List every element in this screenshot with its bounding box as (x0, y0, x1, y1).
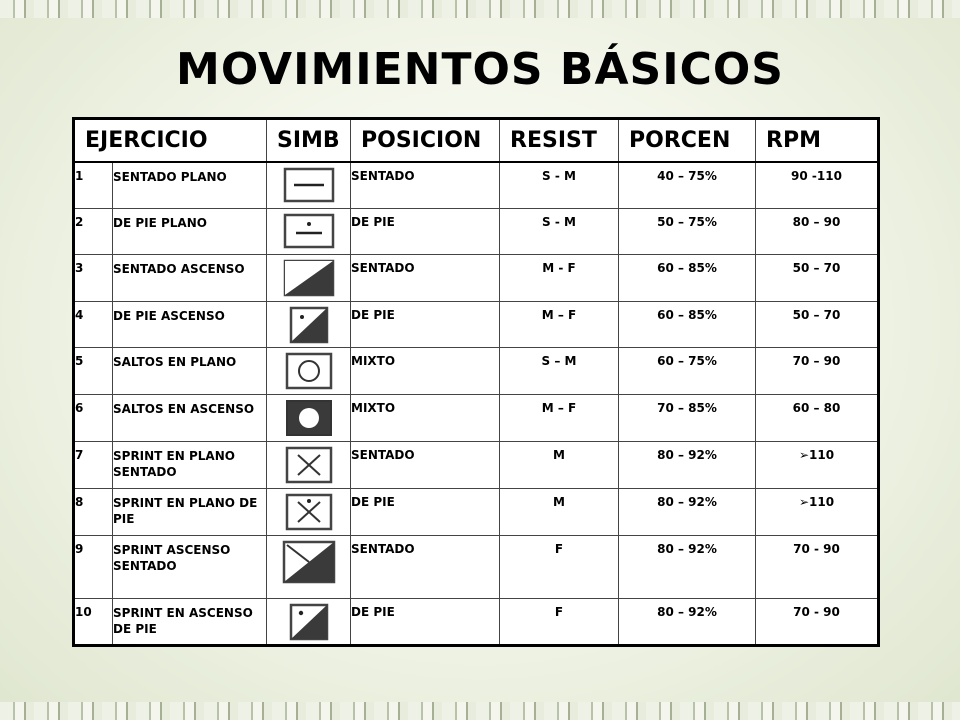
flat-seated-icon (282, 167, 336, 203)
rpm-value: 70 - 90 (756, 535, 879, 598)
rpm-cell (756, 488, 879, 535)
percentage: 80 – 92% (619, 598, 756, 645)
table-row (74, 347, 879, 394)
position: DE PIE (351, 208, 500, 254)
position: DE PIE (351, 488, 500, 535)
page-title: MOVIMIENTOS BÁSICOS (176, 44, 784, 95)
exercise-table (72, 117, 880, 647)
resistance: S – M (500, 347, 619, 394)
position: SENTADO (351, 254, 500, 301)
climb-standing-icon (282, 306, 336, 344)
resistance: M - F (500, 254, 619, 301)
exercise-name: SPRINT EN PLANO SENTADO (113, 441, 267, 488)
position: SENTADO (351, 441, 500, 488)
rpm-value: 110 (809, 494, 835, 509)
flat-standing-icon (282, 213, 336, 249)
jumps-flat-icon (282, 352, 336, 390)
percentage: 60 – 85% (619, 254, 756, 301)
header-simb: SIMB (267, 119, 351, 163)
row-number: 3 (74, 254, 113, 301)
rpm-value: 70 – 90 (756, 347, 879, 394)
symbol-cell (267, 347, 351, 394)
table-row (74, 254, 879, 301)
symbol-cell (267, 301, 351, 347)
resistance: M (500, 488, 619, 535)
row-number: 8 (74, 488, 113, 535)
rpm-value: 90 -110 (756, 162, 879, 208)
header-porcen: PORCEN (619, 119, 756, 163)
position: SENTADO (351, 535, 500, 598)
row-number: 1 (74, 162, 113, 208)
exercise-name: SALTOS EN ASCENSO (113, 394, 267, 441)
table-row (74, 441, 879, 488)
percentage: 80 – 92% (619, 535, 756, 598)
position: SENTADO (351, 162, 500, 208)
header-resist: RESIST (500, 119, 619, 163)
percentage: 70 – 85% (619, 394, 756, 441)
rpm-value: 80 – 90 (756, 208, 879, 254)
rpm-value: 110 (809, 447, 835, 462)
bottom-decorative-stripe (0, 702, 960, 720)
exercise-name: DE PIE ASCENSO (113, 301, 267, 347)
percentage: 40 – 75% (619, 162, 756, 208)
table-row (74, 208, 879, 254)
jumps-climb-icon (282, 399, 336, 437)
symbol-cell (267, 394, 351, 441)
resistance: S - M (500, 208, 619, 254)
percentage: 60 – 85% (619, 301, 756, 347)
rpm-cell (756, 441, 879, 488)
resistance: M (500, 441, 619, 488)
exercise-name: SENTADO PLANO (113, 162, 267, 208)
table-row (74, 598, 879, 645)
rpm-value: 50 – 70 (756, 254, 879, 301)
symbol-cell (267, 598, 351, 645)
table-row (74, 162, 879, 208)
table-row (74, 488, 879, 535)
header-rpm: RPM (756, 119, 879, 163)
symbol-cell (267, 441, 351, 488)
percentage: 80 – 92% (619, 488, 756, 535)
percentage: 50 – 75% (619, 208, 756, 254)
rpm-value: 50 – 70 (756, 301, 879, 347)
position: DE PIE (351, 301, 500, 347)
row-number: 4 (74, 301, 113, 347)
resistance: M – F (500, 394, 619, 441)
header-posicion: POSICION (351, 119, 500, 163)
percentage: 60 – 75% (619, 347, 756, 394)
sprint-flat-standing-icon (282, 493, 336, 531)
table-row (74, 535, 879, 598)
exercise-name: SPRINT ASCENSO SENTADO (113, 535, 267, 598)
exercise-name: DE PIE PLANO (113, 208, 267, 254)
header-ejercicio: EJERCICIO (74, 119, 267, 163)
row-number: 10 (74, 598, 113, 645)
table-row (74, 301, 879, 347)
symbol-cell (267, 254, 351, 301)
sprint-climb-standing-icon (282, 603, 336, 641)
header-row (74, 119, 879, 163)
row-number: 6 (74, 394, 113, 441)
symbol-cell (267, 535, 351, 598)
table-row (74, 394, 879, 441)
exercise-name: SPRINT EN ASCENSO DE PIE (113, 598, 267, 645)
rpm-value: 60 – 80 (756, 394, 879, 441)
row-number: 2 (74, 208, 113, 254)
rpm-value: 70 - 90 (756, 598, 879, 645)
row-number: 5 (74, 347, 113, 394)
sprint-climb-seated-icon (281, 540, 337, 584)
arrow-icon: ➢ (798, 494, 809, 509)
climb-seated-icon (282, 259, 336, 297)
exercise-name: SALTOS EN PLANO (113, 347, 267, 394)
resistance: S - M (500, 162, 619, 208)
arrow-icon: ➢ (798, 447, 809, 462)
row-number: 7 (74, 441, 113, 488)
symbol-cell (267, 208, 351, 254)
exercise-name: SPRINT EN PLANO DE PIE (113, 488, 267, 535)
percentage: 80 – 92% (619, 441, 756, 488)
position: DE PIE (351, 598, 500, 645)
exercise-name: SENTADO ASCENSO (113, 254, 267, 301)
resistance: M – F (500, 301, 619, 347)
row-number: 9 (74, 535, 113, 598)
sprint-flat-seated-icon (282, 446, 336, 484)
symbol-cell (267, 162, 351, 208)
resistance: F (500, 598, 619, 645)
symbol-cell (267, 488, 351, 535)
position: MIXTO (351, 347, 500, 394)
resistance: F (500, 535, 619, 598)
top-decorative-stripe (0, 0, 960, 18)
position: MIXTO (351, 394, 500, 441)
